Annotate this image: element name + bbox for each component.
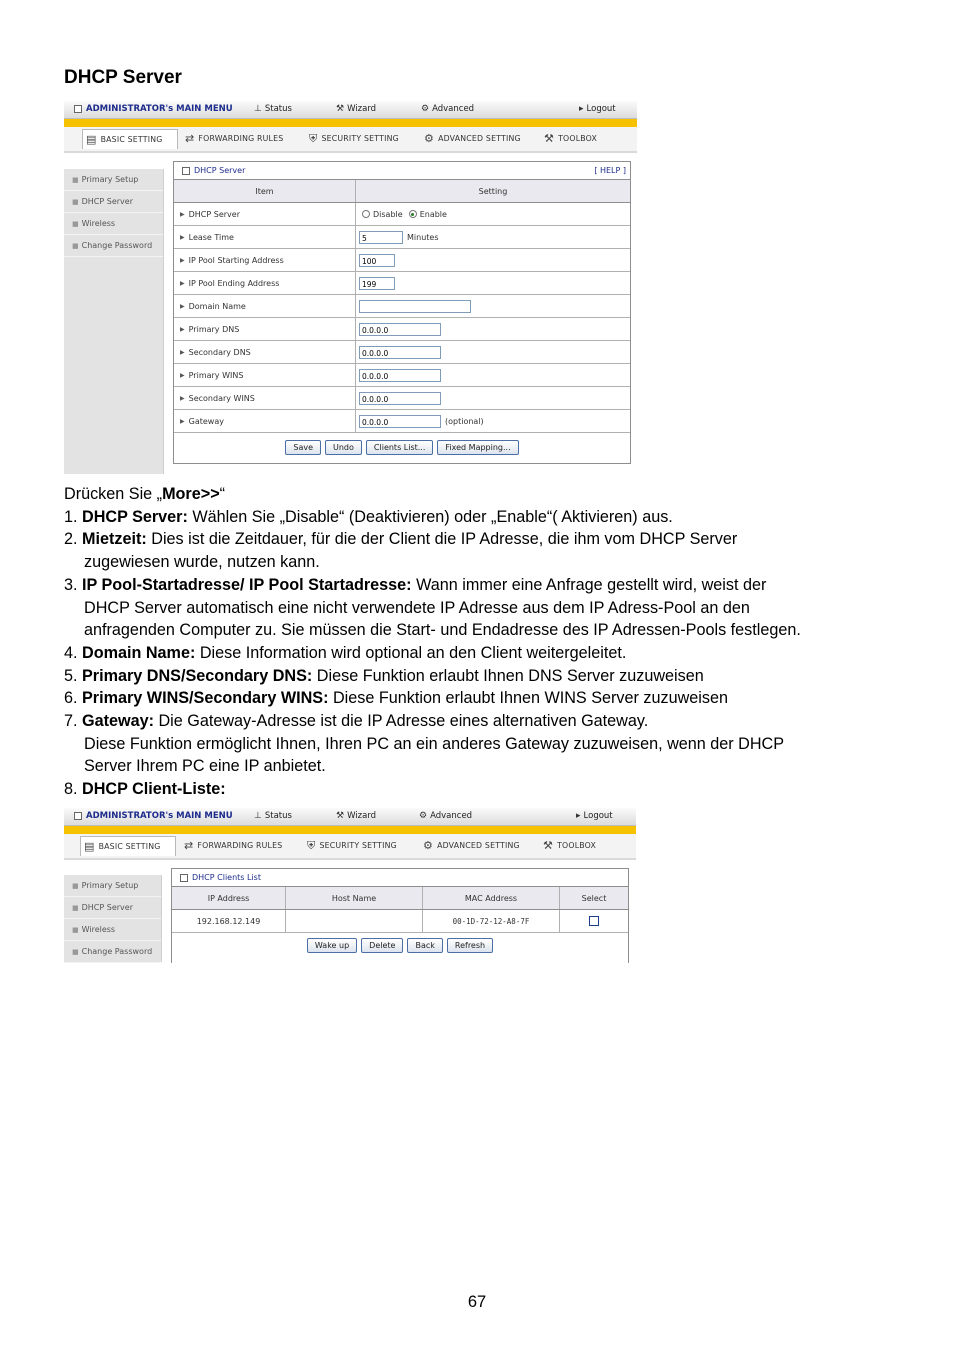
dhcp-clients-screenshot — [64, 808, 636, 962]
status-link[interactable]: ⊥ Status — [254, 104, 292, 114]
forwarding-icon: ⇄ — [185, 132, 195, 145]
secondary-dns-input[interactable]: 0.0.0.0 — [359, 346, 441, 359]
wizard-icon: ⚒ — [336, 104, 345, 114]
list-item: 1. DHCP Server: Wählen Sie „Disable“ (Deaktivieren) oder „Enable“( Aktivieren) aus. — [64, 507, 673, 526]
menu-square-icon — [74, 812, 82, 820]
sidebar-menu — [64, 875, 162, 962]
sidebar-item-change-password[interactable]: ■ Change Password — [64, 235, 163, 257]
undo-button[interactable]: Undo — [325, 440, 362, 455]
dhcp-server-panel — [173, 161, 631, 464]
toolbox-icon: ⚒ — [543, 839, 554, 852]
admin-main-menu-link[interactable]: ADMINISTRATOR's MAIN MENU — [74, 104, 233, 114]
bullet-icon: ■ — [72, 242, 79, 250]
tab-toolbox[interactable]: ⚒ TOOLBOX — [541, 129, 615, 149]
list-item: 7. Gateway: Die Gateway-Adresse ist die IP Adresse eines alternativen Gateway. — [64, 712, 649, 731]
tab-security-setting[interactable]: ⛨ SECURITY SETTING — [306, 129, 416, 149]
table-row: ▶ Lease Time 5 Minutes — [174, 226, 630, 249]
table-row: ▶ DHCP Server Disable Enable — [174, 203, 630, 226]
lease-time-input[interactable]: 5 — [359, 231, 403, 244]
sidebar-item-wireless[interactable]: ■ Wireless — [64, 213, 163, 235]
page-number: 67 — [467, 1293, 487, 1311]
instructions — [64, 483, 801, 801]
select-checkbox[interactable] — [589, 916, 599, 926]
status-icon: ⊥ — [254, 811, 262, 821]
advanced-icon: ⚙ — [419, 811, 428, 821]
advanced-link[interactable]: ⚙ Advanced — [419, 811, 473, 821]
table-row: ▶ Secondary DNS 0.0.0.0 — [174, 341, 630, 364]
gateway-input[interactable]: 0.0.0.0 — [359, 415, 441, 428]
security-icon: ⛨ — [309, 132, 318, 145]
list-item-continuation: Server Ihrem PC eine IP anbietet. — [84, 757, 326, 776]
client-mac: 00-1D-72-12-A8-7F — [452, 916, 530, 926]
table-row: ▶ IP Pool Ending Address 199 — [174, 272, 630, 295]
client-ip: 192.168.12.149 — [196, 916, 261, 926]
tab-security-setting[interactable]: ⛨ SECURITY SETTING — [304, 836, 414, 856]
dhcp-clients-panel — [171, 868, 629, 963]
bullet-icon: ■ — [72, 176, 79, 184]
tab-toolbox[interactable]: ⚒ TOOLBOX — [540, 836, 614, 856]
dhcp-server-screenshot — [64, 101, 637, 474]
wizard-link[interactable]: ⚒ Wizard — [336, 104, 377, 114]
delete-button[interactable]: Delete — [361, 938, 403, 953]
advanced-setting-icon: ⚙ — [423, 839, 434, 852]
sidebar-item-wireless[interactable]: ■ Wireless — [64, 919, 161, 941]
list-item-continuation: anfragenden Computer zu. Sie müssen die Start- und Endadresse des IP Adressen-Pools festlegen. — [84, 621, 801, 640]
tab-basic-setting[interactable]: ▤ BASIC SETTING — [80, 836, 176, 856]
table-row: ▶ Primary DNS 0.0.0.0 — [174, 318, 630, 341]
save-button[interactable]: Save — [285, 440, 321, 455]
admin-main-menu-link[interactable]: ADMINISTRATOR's MAIN MENU — [74, 811, 233, 821]
clients-list-button[interactable]: Clients List... — [366, 440, 433, 455]
list-item-continuation: Diese Funktion ermöglicht Ihnen, Ihren PC an ein anderes Gateway zuzuweisen, wenn der DHCP — [84, 734, 785, 753]
pool-end-input[interactable]: 199 — [359, 277, 395, 290]
panel-title: DHCP Server [ HELP ] — [174, 162, 630, 180]
toolbox-icon: ⚒ — [544, 132, 555, 145]
primary-wins-input[interactable]: 0.0.0.0 — [359, 369, 441, 382]
folder-icon: ▤ — [86, 133, 97, 146]
sidebar-item-dhcp-server[interactable]: ■ DHCP Server — [64, 897, 161, 919]
arrow-right-icon: ▶ — [180, 394, 185, 402]
back-button[interactable]: Back — [407, 938, 442, 953]
help-link[interactable]: [ HELP ] — [594, 166, 626, 175]
security-icon: ⛨ — [307, 839, 316, 852]
wake-up-button[interactable]: Wake up — [307, 938, 357, 953]
advanced-setting-icon: ⚙ — [424, 132, 435, 145]
section-heading: DHCP Server — [64, 67, 182, 88]
table-row: ▶ Primary WINS 0.0.0.0 — [174, 364, 630, 387]
bullet-icon: ■ — [72, 198, 79, 206]
bullet-icon: ■ — [72, 948, 79, 956]
list-item: 4. Domain Name: Diese Information wird optional an den Client weitergeleitet. — [64, 643, 627, 662]
arrow-right-icon: ▶ — [180, 348, 185, 356]
refresh-button[interactable]: Refresh — [447, 938, 493, 953]
arrow-right-icon: ▶ — [180, 302, 185, 310]
wizard-icon: ⚒ — [336, 811, 345, 821]
bullet-icon: ■ — [72, 926, 79, 934]
table-row: ▶ Gateway 0.0.0.0 (optional) — [174, 410, 630, 433]
advanced-link[interactable]: ⚙ Advanced — [421, 104, 475, 114]
arrow-right-icon: ▶ — [180, 371, 185, 379]
column-header-mac: MAC Address — [464, 893, 518, 903]
arrow-right-icon: ▶ — [180, 210, 185, 218]
yellow-band — [64, 826, 636, 834]
client-host — [286, 910, 422, 932]
intro-line: Drücken Sie „More>>“ — [64, 485, 226, 503]
sidebar-item-primary-setup[interactable]: ■ Primary Setup — [64, 875, 161, 897]
main-tabs — [64, 127, 637, 153]
column-header-ip: IP Address — [207, 893, 250, 903]
tab-advanced-setting[interactable]: ⚙ ADVANCED SETTING — [420, 836, 536, 856]
column-header-item: Item — [255, 186, 274, 196]
tab-forwarding-rules[interactable]: ⇄ FORWARDING RULES — [181, 836, 299, 856]
logout-link[interactable]: ▸ Logout — [579, 104, 616, 114]
bullet-icon: ■ — [72, 904, 79, 912]
list-item: 8. DHCP Client-Liste: — [64, 780, 226, 799]
bullet-icon: ■ — [72, 882, 79, 890]
arrow-right-icon: ▶ — [180, 417, 185, 425]
status-icon: ⊥ — [254, 104, 262, 114]
main-tabs — [64, 834, 636, 860]
arrow-right-icon: ▶ — [180, 279, 185, 287]
list-item-continuation: DHCP Server automatisch eine nicht verwendete IP Adresse aus dem IP Adress-Pool an den — [84, 598, 750, 617]
primary-dns-input[interactable]: 0.0.0.0 — [359, 323, 441, 336]
fixed-mapping-button[interactable]: Fixed Mapping... — [437, 440, 518, 455]
list-item-continuation: zugewiesen wurde, nutzen kann. — [84, 553, 320, 572]
pool-start-input[interactable]: 100 — [359, 254, 395, 267]
button-row — [172, 931, 628, 959]
tab-advanced-setting[interactable]: ⚙ ADVANCED SETTING — [421, 129, 537, 149]
arrow-right-icon: ▸ — [576, 811, 581, 821]
yellow-band — [64, 119, 637, 127]
table-row: ▶ IP Pool Starting Address 100 — [174, 249, 630, 272]
sidebar-item-primary-setup[interactable]: ■ Primary Setup — [64, 169, 163, 191]
list-item: 3. IP Pool-Startadresse/ IP Pool Startadresse: Wann immer eine Anfrage gestellt wird, weist der — [64, 575, 767, 594]
domain-name-input[interactable] — [359, 300, 471, 313]
menu-square-icon — [74, 105, 82, 113]
wizard-link[interactable]: ⚒ Wizard — [336, 811, 377, 821]
tab-forwarding-rules[interactable]: ⇄ FORWARDING RULES — [182, 129, 300, 149]
list-item: 6. Primary WINS/Secondary WINS: Diese Funktion erlaubt Ihnen WINS Server zuzuweisen — [64, 689, 728, 708]
panel-square-icon — [180, 874, 188, 882]
sidebar-item-change-password[interactable]: ■ Change Password — [64, 941, 161, 963]
forwarding-icon: ⇄ — [184, 839, 194, 852]
arrow-right-icon: ▶ — [180, 256, 185, 264]
top-menu-bar — [64, 101, 637, 119]
enable-radio[interactable] — [409, 210, 417, 218]
column-header-setting: Setting — [478, 186, 508, 196]
list-item: 2. Mietzeit: Dies ist die Zeitdauer, für die der Client die IP Adresse, die ihm vom DHCP Server — [64, 530, 738, 549]
disable-radio[interactable] — [362, 210, 370, 218]
table-row: ▶ Domain Name — [174, 295, 630, 318]
logout-link[interactable]: ▸ Logout — [576, 811, 613, 821]
bullet-icon: ■ — [72, 220, 79, 228]
panel-square-icon — [182, 167, 190, 175]
list-item: 5. Primary DNS/Secondary DNS: Diese Funktion erlaubt Ihnen DNS Server zuzuweisen — [64, 666, 704, 685]
sidebar-menu — [64, 169, 164, 474]
status-link[interactable]: ⊥ Status — [254, 811, 292, 821]
table-row: ▶ Secondary WINS 0.0.0.0 — [174, 387, 630, 410]
folder-icon: ▤ — [84, 840, 95, 853]
table-header — [172, 887, 628, 910]
table-header — [174, 180, 630, 203]
button-row — [174, 432, 630, 463]
advanced-icon: ⚙ — [421, 104, 430, 114]
column-header-host: Host Name — [331, 893, 377, 903]
sidebar-item-dhcp-server[interactable]: ■ DHCP Server — [64, 191, 163, 213]
tab-basic-setting[interactable]: ▤ BASIC SETTING — [82, 129, 178, 149]
top-menu-bar — [64, 808, 636, 826]
table-row — [172, 910, 628, 933]
panel-title: DHCP Clients List — [172, 869, 628, 887]
arrow-right-icon: ▶ — [180, 233, 185, 241]
arrow-right-icon: ▸ — [579, 104, 584, 114]
column-header-select: Select — [581, 893, 607, 903]
arrow-right-icon: ▶ — [180, 325, 185, 333]
secondary-wins-input[interactable]: 0.0.0.0 — [359, 392, 441, 405]
